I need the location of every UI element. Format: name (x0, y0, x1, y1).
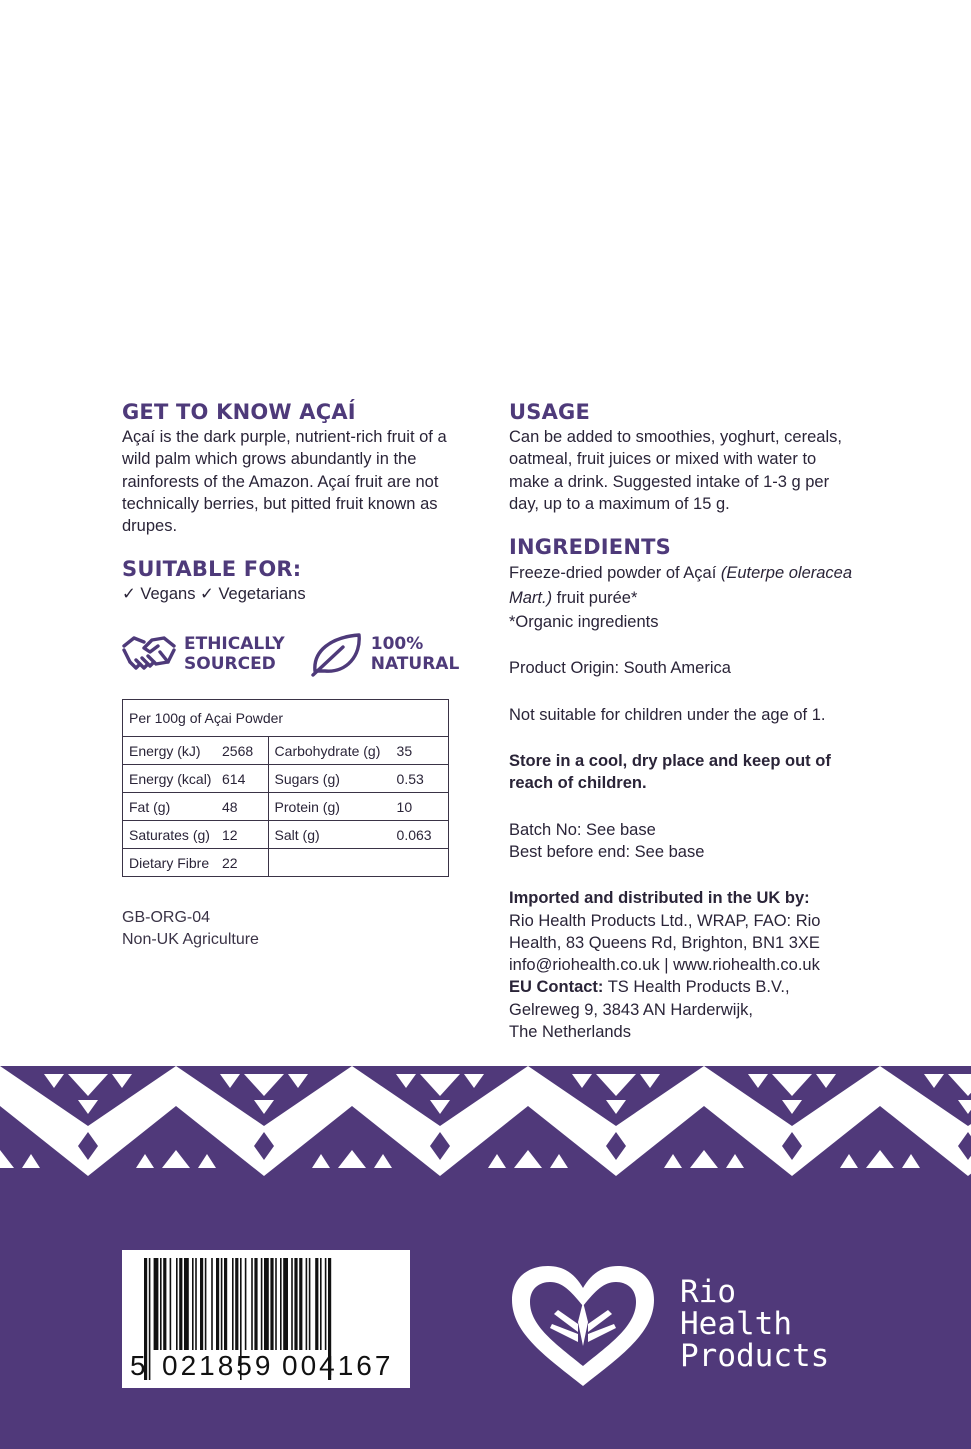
eu-line2: Gelreweg 9, 3843 AN Harderwijk, (509, 1000, 753, 1019)
ingredients-body (509, 561, 854, 611)
nutrient-value: 22 (222, 854, 238, 871)
brand-line3: Products (680, 1338, 830, 1374)
barcode-group-left: 021859 (162, 1350, 274, 1381)
organic-info (122, 907, 259, 951)
ingredients-pre: Freeze-dried powder of Açaí (509, 564, 721, 583)
ethical-line2: SOURCED (184, 653, 276, 674)
nutrient-label: Fat (g) (129, 798, 171, 815)
table-row (123, 821, 449, 849)
brand-line2: Health (680, 1306, 792, 1342)
nutrient-label: Salt (g) (274, 826, 320, 843)
eu-label: EU Contact: (509, 978, 604, 997)
natural-badge (309, 631, 460, 677)
know-title: GET TO KNOW AÇAÍ (122, 400, 356, 424)
nutrient-value: 614 (222, 770, 246, 787)
right-column (509, 398, 854, 1043)
brand-logo (508, 1262, 658, 1395)
organic-origin: Non-UK Agriculture (122, 931, 259, 948)
nutrition-table (122, 699, 449, 877)
ingredients-title: INGREDIENTS (509, 535, 671, 560)
heart-palm-icon (508, 1262, 658, 1390)
nutrient-value: 0.53 (396, 770, 424, 787)
nutrient-value: 48 (222, 798, 238, 815)
natural-line2: NATURAL (370, 653, 460, 674)
badges (122, 626, 474, 682)
nutrient-label: Energy (kJ) (129, 742, 201, 759)
barcode-group-right: 004167 (282, 1350, 394, 1381)
nutrient-value: 10 (396, 798, 413, 815)
leaf-icon (309, 631, 363, 677)
ethically-sourced-badge (122, 632, 285, 676)
brand-name (680, 1276, 829, 1372)
eu-line1: TS Health Products B.V., (603, 978, 790, 997)
importer-contact: info@riohealth.co.uk | www.riohealth.co.uk (509, 956, 820, 975)
nutrient-label: Protein (g) (274, 798, 340, 815)
eu-contact (509, 976, 854, 998)
nutrition-header: Per 100g of Açai Powder (123, 700, 449, 737)
nutrient-value: 2568 (222, 742, 254, 759)
table-row (123, 737, 449, 765)
table-row (123, 793, 449, 821)
best-before: Best before end: See base (509, 842, 705, 861)
nutrient-label: Carbohydrate (g) (274, 742, 381, 759)
table-row (123, 765, 449, 793)
storage-text: Store in a cool, dry place and keep out of reach of children. (509, 752, 831, 793)
nutrient-value: 0.063 (396, 826, 432, 843)
importer-label: Imported and distributed in the UK by: (509, 889, 810, 908)
nutrient-label: Sugars (g) (274, 770, 340, 787)
usage-body: Can be added to smoothies, yoghurt, cereals, oatmeal, fruit juices or mixed with water to make a drink. Suggested intake of 1-3 g per day, up to a maximum of 15 g. (509, 428, 842, 513)
ingredients-latin: (Euterpe oleracea Mart.) (509, 564, 853, 608)
handshake-icon (122, 632, 176, 676)
left-column (122, 398, 474, 682)
brand-line1: Rio (680, 1274, 736, 1310)
barcode (122, 1250, 410, 1388)
nutrition-header-row (123, 700, 449, 737)
usage-title: USAGE (509, 400, 591, 424)
nutrient-label: Energy (kcal) (129, 770, 212, 787)
barcode-digit-first: 5 (130, 1350, 146, 1381)
ingredients-note: *Organic ingredients (509, 613, 659, 632)
natural-line1: 100% (370, 633, 424, 654)
suitable-title: SUITABLE FOR: (122, 557, 302, 582)
table-row (123, 849, 449, 877)
eu-line3: The Netherlands (509, 1023, 631, 1042)
ingredients-post: fruit purée* (552, 589, 638, 608)
nutrient-value: 35 (396, 742, 413, 759)
importer-address: Rio Health Products Ltd., WRAP, FAO: Rio Health, 83 Queens Rd, Brighton, BN1 3XE (509, 911, 821, 952)
nutrient-value: 12 (222, 826, 238, 843)
know-body: Açaí is the dark purple, nutrient-rich fruit of a wild palm which grows abundantly in the rainforests of the Amazon. Açaí fruit are not technically berries, but pitted fruit known as drupes. (122, 428, 447, 536)
batch-number: Batch No: See base (509, 820, 656, 839)
suitable-body: ✓ Vegans ✓ Vegetarians (122, 585, 306, 604)
nutrient-label: Saturates (g) (129, 826, 210, 843)
age-warning: Not suitable for children under the age of 1. (509, 705, 826, 724)
product-origin: Product Origin: South America (509, 659, 731, 678)
ethical-line1: ETHICALLY (184, 633, 285, 654)
tribal-triangle-pattern (0, 1066, 971, 1176)
nutrient-label: Dietary Fibre (129, 854, 210, 871)
organic-code: GB-ORG-04 (122, 909, 211, 926)
